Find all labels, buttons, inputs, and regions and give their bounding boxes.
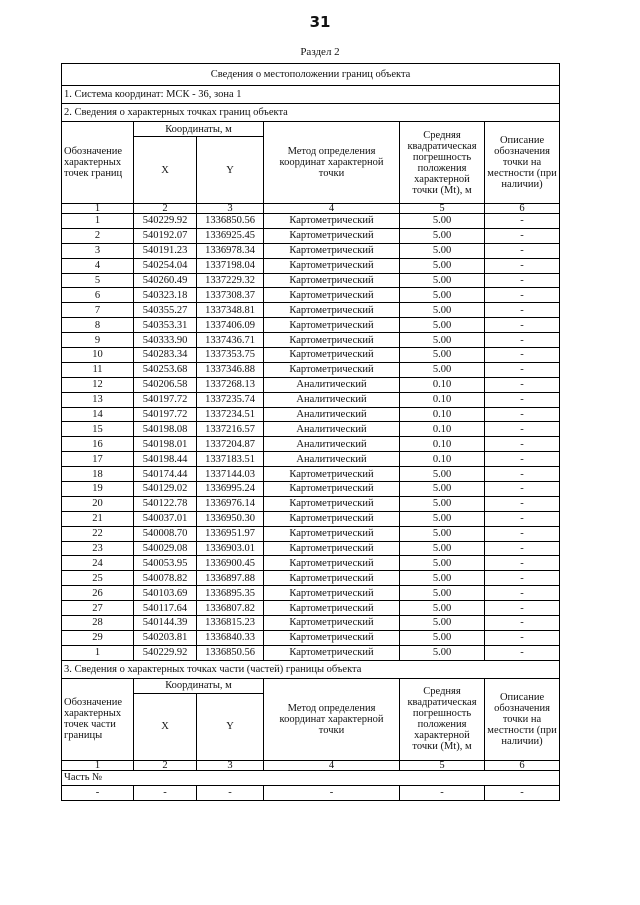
- part3-col-number: 6: [485, 760, 560, 770]
- y-coordinate-cell: 1337436.71: [197, 333, 264, 348]
- table-row: [62, 526, 560, 541]
- accuracy-cell: 5.00: [400, 288, 485, 303]
- y-coordinate-cell: 1336978.34: [197, 243, 264, 258]
- description-cell: -: [485, 511, 560, 526]
- header-description: Описание обозначения точки на местности (при наличии): [485, 122, 560, 204]
- description-cell: -: [485, 541, 560, 556]
- description-cell: -: [485, 362, 560, 377]
- x-coordinate-cell: 540078.82: [134, 571, 197, 586]
- x-coordinate-cell: 540144.39: [134, 616, 197, 631]
- y-coordinate-cell: 1337348.81: [197, 303, 264, 318]
- x-coordinate-cell: 540191.23: [134, 243, 197, 258]
- point-number-cell: 27: [62, 601, 134, 616]
- part-label: Часть №: [62, 770, 560, 785]
- x-coordinate-cell: 540174.44: [134, 467, 197, 482]
- y-coordinate-cell: 1336995.24: [197, 482, 264, 497]
- table-row: [62, 228, 560, 243]
- method-cell: Картометрический: [264, 303, 400, 318]
- method-cell: Картометрический: [264, 630, 400, 645]
- method-cell: Картометрический: [264, 511, 400, 526]
- table-row: [62, 452, 560, 467]
- accuracy-cell: 5.00: [400, 228, 485, 243]
- header-coordinates: Координаты, м: [134, 122, 264, 137]
- accuracy-cell: 5.00: [400, 333, 485, 348]
- description-cell: -: [485, 333, 560, 348]
- part2-col-number: 6: [485, 204, 560, 214]
- accuracy-cell: 5.00: [400, 243, 485, 258]
- table-row: [62, 243, 560, 258]
- x-coordinate-cell: 540353.31: [134, 318, 197, 333]
- description-cell: -: [485, 437, 560, 452]
- x-coordinate-cell: 540008.70: [134, 526, 197, 541]
- empty-cell: -: [400, 785, 485, 800]
- accuracy-cell: 0.10: [400, 452, 485, 467]
- point-number-cell: 4: [62, 258, 134, 273]
- empty-cell: -: [62, 785, 134, 800]
- method-cell: Картометрический: [264, 318, 400, 333]
- point-number-cell: 19: [62, 482, 134, 497]
- empty-cell: -: [264, 785, 400, 800]
- table-row: [62, 303, 560, 318]
- method-cell: Картометрический: [264, 571, 400, 586]
- description-cell: -: [485, 407, 560, 422]
- part3-col-number: 4: [264, 760, 400, 770]
- y-coordinate-cell: 1336895.35: [197, 586, 264, 601]
- point-number-cell: 24: [62, 556, 134, 571]
- x-coordinate-cell: 540122.78: [134, 496, 197, 511]
- y-coordinate-cell: 1337216.57: [197, 422, 264, 437]
- header-y-part: Y: [197, 693, 264, 760]
- description-cell: -: [485, 348, 560, 363]
- method-cell: Аналитический: [264, 377, 400, 392]
- accuracy-cell: 0.10: [400, 422, 485, 437]
- y-coordinate-cell: 1336900.45: [197, 556, 264, 571]
- table-row: [62, 422, 560, 437]
- part2-col-number: 1: [62, 204, 134, 214]
- table-row: [62, 541, 560, 556]
- y-coordinate-cell: 1337235.74: [197, 392, 264, 407]
- header-coordinates-part: Координаты, м: [134, 678, 264, 693]
- x-coordinate-cell: 540037.01: [134, 511, 197, 526]
- description-cell: -: [485, 318, 560, 333]
- table-row: [62, 616, 560, 631]
- description-cell: -: [485, 214, 560, 229]
- table-title: Сведения о местоположении границ объекта: [62, 64, 560, 86]
- accuracy-cell: 0.10: [400, 392, 485, 407]
- empty-row: [62, 785, 560, 800]
- accuracy-cell: 5.00: [400, 348, 485, 363]
- boundary-table: [61, 63, 560, 801]
- accuracy-cell: 5.00: [400, 571, 485, 586]
- accuracy-cell: 5.00: [400, 214, 485, 229]
- table-row: [62, 392, 560, 407]
- y-coordinate-cell: 1336976.14: [197, 496, 264, 511]
- accuracy-cell: 5.00: [400, 318, 485, 333]
- method-cell: Картометрический: [264, 288, 400, 303]
- y-coordinate-cell: 1336807.82: [197, 601, 264, 616]
- part3-heading: 3. Сведения о характерных точках части (частей) границы объекта: [62, 660, 560, 678]
- table-row: [62, 288, 560, 303]
- part2-col-number: 5: [400, 204, 485, 214]
- x-coordinate-cell: 540283.34: [134, 348, 197, 363]
- section-title: Раздел 2: [300, 46, 340, 58]
- point-number-cell: 23: [62, 541, 134, 556]
- method-cell: Картометрический: [264, 556, 400, 571]
- point-number-cell: 14: [62, 407, 134, 422]
- method-cell: Картометрический: [264, 348, 400, 363]
- point-number-cell: 12: [62, 377, 134, 392]
- description-cell: -: [485, 243, 560, 258]
- header-point-designation: Обозначение характерных точек границ: [62, 122, 134, 204]
- accuracy-cell: 5.00: [400, 616, 485, 631]
- description-cell: -: [485, 422, 560, 437]
- accuracy-cell: 0.10: [400, 407, 485, 422]
- description-cell: -: [485, 496, 560, 511]
- point-number-cell: 16: [62, 437, 134, 452]
- y-coordinate-cell: 1337268.13: [197, 377, 264, 392]
- description-cell: -: [485, 526, 560, 541]
- description-cell: -: [485, 303, 560, 318]
- x-coordinate-cell: 540103.69: [134, 586, 197, 601]
- description-cell: -: [485, 467, 560, 482]
- header-method: Метод определения координат характерной точки: [264, 122, 400, 204]
- y-coordinate-cell: 1337234.51: [197, 407, 264, 422]
- table-row: [62, 586, 560, 601]
- table-row: [62, 318, 560, 333]
- accuracy-cell: 5.00: [400, 511, 485, 526]
- point-number-cell: 25: [62, 571, 134, 586]
- page-number: 31: [309, 13, 331, 31]
- point-number-cell: 13: [62, 392, 134, 407]
- x-coordinate-cell: 540197.72: [134, 407, 197, 422]
- point-number-cell: 1: [62, 645, 134, 660]
- part2-col-number: 2: [134, 204, 197, 214]
- header-accuracy: Средняя квадратическая погрешность положения характерной точки (Mt), м: [400, 122, 485, 204]
- table-row: [62, 511, 560, 526]
- x-coordinate-cell: 540197.72: [134, 392, 197, 407]
- part3-col-number: 2: [134, 760, 197, 770]
- point-number-cell: 28: [62, 616, 134, 631]
- x-coordinate-cell: 540117.64: [134, 601, 197, 616]
- point-number-cell: 29: [62, 630, 134, 645]
- x-coordinate-cell: 540198.01: [134, 437, 197, 452]
- x-coordinate-cell: 540254.04: [134, 258, 197, 273]
- description-cell: -: [485, 630, 560, 645]
- table-row: [62, 273, 560, 288]
- method-cell: Картометрический: [264, 228, 400, 243]
- table-row: [62, 556, 560, 571]
- method-cell: Картометрический: [264, 214, 400, 229]
- table-row: [62, 377, 560, 392]
- x-coordinate-cell: 540198.44: [134, 452, 197, 467]
- description-cell: -: [485, 601, 560, 616]
- method-cell: Картометрический: [264, 645, 400, 660]
- point-number-cell: 22: [62, 526, 134, 541]
- description-cell: -: [485, 645, 560, 660]
- method-cell: Картометрический: [264, 586, 400, 601]
- accuracy-cell: 5.00: [400, 526, 485, 541]
- table-row: [62, 482, 560, 497]
- accuracy-cell: 5.00: [400, 630, 485, 645]
- x-coordinate-cell: 540333.90: [134, 333, 197, 348]
- y-coordinate-cell: 1337183.51: [197, 452, 264, 467]
- y-coordinate-cell: 1336903.01: [197, 541, 264, 556]
- table-row: [62, 362, 560, 377]
- method-cell: Картометрический: [264, 616, 400, 631]
- y-coordinate-cell: 1337406.09: [197, 318, 264, 333]
- accuracy-cell: 5.00: [400, 645, 485, 660]
- part2-heading: 2. Сведения о характерных точках границ объекта: [62, 104, 560, 122]
- description-cell: -: [485, 571, 560, 586]
- description-cell: -: [485, 616, 560, 631]
- accuracy-cell: 0.10: [400, 437, 485, 452]
- point-number-cell: 21: [62, 511, 134, 526]
- x-coordinate-cell: 540206.58: [134, 377, 197, 392]
- point-number-cell: 26: [62, 586, 134, 601]
- part3-col-number: 5: [400, 760, 485, 770]
- x-coordinate-cell: 540053.95: [134, 556, 197, 571]
- point-number-cell: 18: [62, 467, 134, 482]
- point-number-cell: 2: [62, 228, 134, 243]
- part2-col-number: 3: [197, 204, 264, 214]
- accuracy-cell: 5.00: [400, 362, 485, 377]
- point-number-cell: 11: [62, 362, 134, 377]
- accuracy-cell: 5.00: [400, 303, 485, 318]
- y-coordinate-cell: 1336850.56: [197, 645, 264, 660]
- x-coordinate-cell: 540323.18: [134, 288, 197, 303]
- y-coordinate-cell: 1337198.04: [197, 258, 264, 273]
- method-cell: Аналитический: [264, 437, 400, 452]
- point-number-cell: 8: [62, 318, 134, 333]
- accuracy-cell: 5.00: [400, 273, 485, 288]
- x-coordinate-cell: 540198.08: [134, 422, 197, 437]
- method-cell: Картометрический: [264, 601, 400, 616]
- method-cell: Аналитический: [264, 392, 400, 407]
- x-coordinate-cell: 540203.81: [134, 630, 197, 645]
- method-cell: Картометрический: [264, 333, 400, 348]
- empty-cell: -: [485, 785, 560, 800]
- y-coordinate-cell: 1336815.23: [197, 616, 264, 631]
- description-cell: -: [485, 392, 560, 407]
- y-coordinate-cell: 1336850.56: [197, 214, 264, 229]
- accuracy-cell: 0.10: [400, 377, 485, 392]
- method-cell: Аналитический: [264, 407, 400, 422]
- y-coordinate-cell: 1336840.33: [197, 630, 264, 645]
- table-row: [62, 630, 560, 645]
- method-cell: Картометрический: [264, 467, 400, 482]
- point-number-cell: 10: [62, 348, 134, 363]
- point-number-cell: 1: [62, 214, 134, 229]
- x-coordinate-cell: 540229.92: [134, 214, 197, 229]
- point-number-cell: 20: [62, 496, 134, 511]
- point-number-cell: 7: [62, 303, 134, 318]
- part3-col-number: 3: [197, 760, 264, 770]
- y-coordinate-cell: 1336951.97: [197, 526, 264, 541]
- method-cell: Картометрический: [264, 362, 400, 377]
- y-coordinate-cell: 1336897.88: [197, 571, 264, 586]
- description-cell: -: [485, 482, 560, 497]
- y-coordinate-cell: 1337204.87: [197, 437, 264, 452]
- table-row: [62, 258, 560, 273]
- y-coordinate-cell: 1336950.30: [197, 511, 264, 526]
- point-number-cell: 5: [62, 273, 134, 288]
- y-coordinate-cell: 1337353.75: [197, 348, 264, 363]
- table-row: [62, 437, 560, 452]
- table-row: [62, 645, 560, 660]
- header-method-part: Метод определения координат характерной точки: [264, 678, 400, 760]
- header-x: X: [134, 137, 197, 204]
- header-accuracy-part: Средняя квадратическая погрешность положения характерной точки (Mt), м: [400, 678, 485, 760]
- description-cell: -: [485, 556, 560, 571]
- y-coordinate-cell: 1337144.03: [197, 467, 264, 482]
- accuracy-cell: 5.00: [400, 258, 485, 273]
- y-coordinate-cell: 1337308.37: [197, 288, 264, 303]
- method-cell: Картометрический: [264, 258, 400, 273]
- table-row: [62, 467, 560, 482]
- x-coordinate-cell: 540355.27: [134, 303, 197, 318]
- method-cell: Картометрический: [264, 526, 400, 541]
- accuracy-cell: 5.00: [400, 496, 485, 511]
- x-coordinate-cell: 540253.68: [134, 362, 197, 377]
- method-cell: Картометрический: [264, 273, 400, 288]
- x-coordinate-cell: 540192.07: [134, 228, 197, 243]
- header-point-designation-part: Обозначение характерных точек части границы: [62, 678, 134, 760]
- description-cell: -: [485, 258, 560, 273]
- accuracy-cell: 5.00: [400, 467, 485, 482]
- x-coordinate-cell: 540029.08: [134, 541, 197, 556]
- x-coordinate-cell: 540260.49: [134, 273, 197, 288]
- point-number-cell: 17: [62, 452, 134, 467]
- header-description-part: Описание обозначения точки на местности (при наличии): [485, 678, 560, 760]
- method-cell: Картометрический: [264, 482, 400, 497]
- part3-col-number: 1: [62, 760, 134, 770]
- table-row: [62, 496, 560, 511]
- x-coordinate-cell: 540229.92: [134, 645, 197, 660]
- description-cell: -: [485, 586, 560, 601]
- y-coordinate-cell: 1337346.88: [197, 362, 264, 377]
- description-cell: -: [485, 228, 560, 243]
- accuracy-cell: 5.00: [400, 601, 485, 616]
- method-cell: Аналитический: [264, 422, 400, 437]
- accuracy-cell: 5.00: [400, 541, 485, 556]
- description-cell: -: [485, 288, 560, 303]
- point-number-cell: 3: [62, 243, 134, 258]
- table-row: [62, 407, 560, 422]
- table-row: [62, 333, 560, 348]
- y-coordinate-cell: 1336925.45: [197, 228, 264, 243]
- method-cell: Картометрический: [264, 496, 400, 511]
- point-number-cell: 9: [62, 333, 134, 348]
- table-row: [62, 348, 560, 363]
- description-cell: -: [485, 273, 560, 288]
- description-cell: -: [485, 452, 560, 467]
- table-row: [62, 571, 560, 586]
- method-cell: Картометрический: [264, 243, 400, 258]
- empty-cell: -: [134, 785, 197, 800]
- point-number-cell: 6: [62, 288, 134, 303]
- x-coordinate-cell: 540129.02: [134, 482, 197, 497]
- y-coordinate-cell: 1337229.32: [197, 273, 264, 288]
- table-row: [62, 214, 560, 229]
- part2-col-number: 4: [264, 204, 400, 214]
- header-y: Y: [197, 137, 264, 204]
- coord-system: 1. Система координат: МСК - 36, зона 1: [62, 86, 560, 104]
- point-number-cell: 15: [62, 422, 134, 437]
- accuracy-cell: 5.00: [400, 556, 485, 571]
- method-cell: Картометрический: [264, 541, 400, 556]
- empty-cell: -: [197, 785, 264, 800]
- accuracy-cell: 5.00: [400, 586, 485, 601]
- method-cell: Аналитический: [264, 452, 400, 467]
- accuracy-cell: 5.00: [400, 482, 485, 497]
- table-row: [62, 601, 560, 616]
- description-cell: -: [485, 377, 560, 392]
- header-x-part: X: [134, 693, 197, 760]
